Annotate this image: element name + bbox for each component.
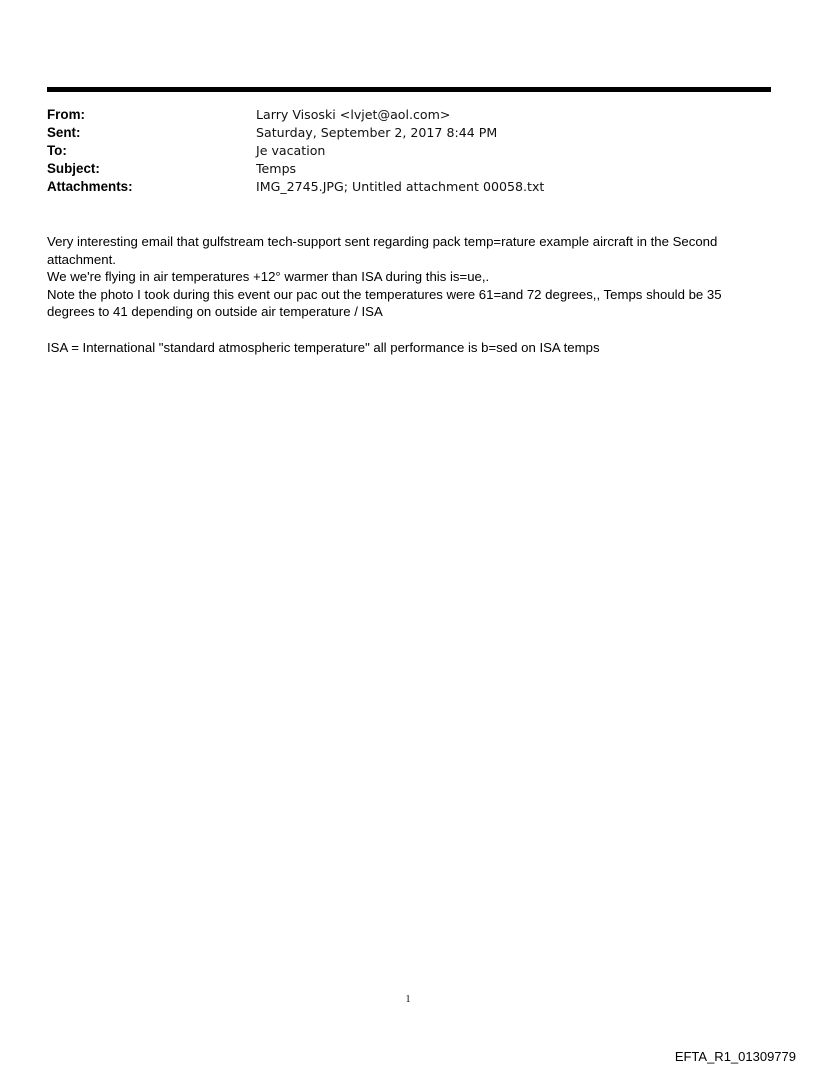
from-value: Larry Visoski <lvjet@aol.com> [256, 107, 451, 122]
attachments-value: IMG_2745.JPG; Untitled attachment 00058.txt [256, 179, 545, 194]
body-paragraph: Very interesting email that gulfstream tech-support sent regarding pack temp=rature example aircraft in the Second attachment. [47, 234, 718, 267]
paragraph-spacer [47, 321, 759, 339]
subject-label: Subject: [47, 161, 100, 176]
body-paragraph: Note the photo I took during this event our pac out the temperatures were 61=and 72 degrees,, Temps should be 35 degrees to 41 depending on outside air temperature / ISA [47, 286, 722, 320]
to-label: To: [47, 143, 67, 158]
header-row-from [47, 106, 771, 124]
sent-label: Sent: [47, 125, 81, 140]
body-paragraph: We we're flying in air temperatures +12° warmer than ISA during this is=ue,. [47, 269, 490, 285]
header-row-to [47, 142, 771, 160]
from-label: From: [47, 107, 85, 122]
header-divider [47, 87, 771, 92]
email-body [47, 233, 759, 356]
header-row-attachments [47, 178, 771, 196]
email-header [47, 106, 771, 196]
document-id: EFTA_R1_01309779 [674, 1049, 796, 1064]
page-number: 1 [405, 994, 411, 1005]
body-paragraph: ISA = International "standard atmospheric temperature" all performance is b=sed on ISA temps [47, 339, 600, 355]
to-value: Je vacation [256, 143, 326, 158]
header-row-subject [47, 160, 771, 178]
sent-value: Saturday, September 2, 2017 8:44 PM [256, 125, 498, 140]
header-row-sent [47, 124, 771, 142]
subject-value: Temps [256, 161, 297, 176]
attachments-label: Attachments: [47, 179, 133, 194]
